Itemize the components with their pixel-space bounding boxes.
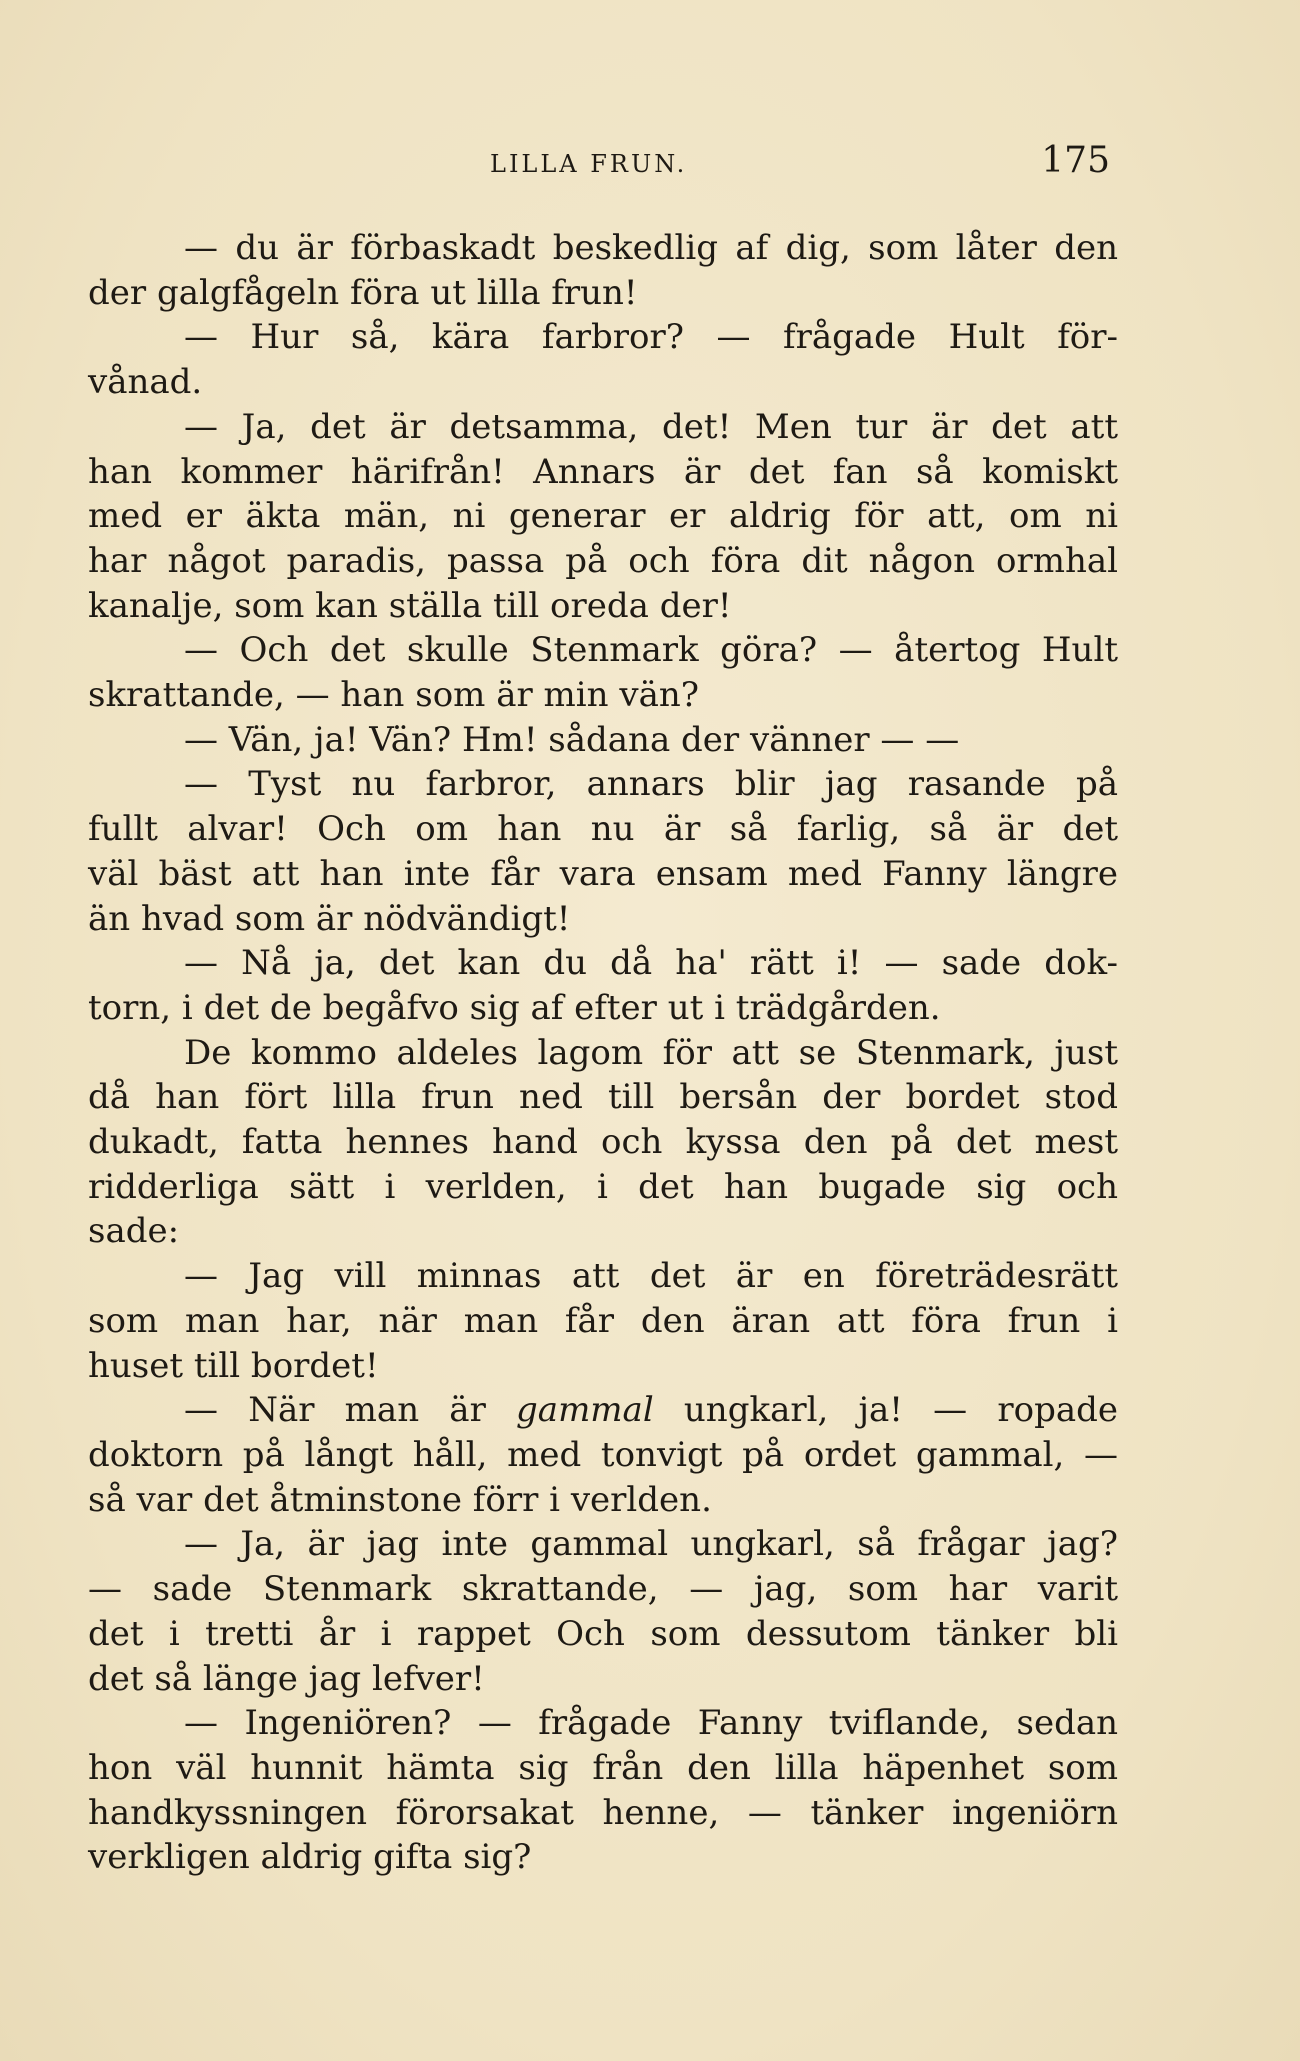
text-line: skrattande, — han som är min vän?: [88, 675, 699, 716]
text-line: — Ja, det är detsamma, det! Men tur är det att: [184, 406, 1118, 447]
text-line: — Och det skulle Stenmark göra? — återtog Hult: [184, 630, 1118, 671]
text-line: det i tretti år i rappet Och som dessutom tänker bli: [88, 1613, 1118, 1654]
text-line: med er äkta män, ni generar er aldrig för att, om ni: [88, 496, 1118, 537]
text-line: — Ingeniören? — frågade Fanny tviflande, sedan: [184, 1703, 1118, 1744]
text-line: der galgfågeln föra ut lilla frun!: [88, 272, 638, 313]
emphasized-word: gammal: [516, 1390, 654, 1431]
text-line: verkligen aldrig gifta sig?: [88, 1837, 532, 1878]
text-line: — Vän, ja! Vän? Hm! sådana der vänner — —: [184, 719, 960, 760]
page-number: 175: [1041, 140, 1110, 181]
text-line: kanalje, som kan ställa till oreda der!: [88, 585, 732, 626]
text-line: han kommer härifrån! Annars är det fan så komiskt: [88, 451, 1118, 492]
text-line: — sade Stenmark skrattande, — jag, som har varit: [88, 1569, 1118, 1610]
text-line: handkyssningen förorsakat henne, — tänker ingeniörn: [88, 1792, 1118, 1833]
text-line: ridderliga sätt i verlden, i det han bugade sig och: [88, 1166, 1118, 1207]
text-line: — Hur så, kära farbror? — frågade Hult för-: [184, 317, 1118, 358]
text-line: torn, i det de begåfvo sig af efter ut i trädgården.: [88, 987, 941, 1028]
text-line: fullt alvar! Och om han nu är så farlig, så är det: [88, 809, 1118, 850]
text-line: hon väl hunnit hämta sig från den lilla häpenhet som: [88, 1747, 1118, 1788]
text-line: väl bäst att han inte får vara ensam med Fanny längre: [88, 853, 1118, 894]
text-line: — du är förbaskadt beskedlig af dig, som låter den: [184, 228, 1118, 268]
text-line: sade:: [88, 1211, 180, 1252]
text-line: — Jag vill minnas att det är en företrädesrätt: [184, 1256, 1118, 1297]
text-line: — Ja, är jag inte gammal ungkarl, så frågar jag?: [184, 1524, 1118, 1565]
text-line: då han fört lilla frun ned till bersån der bordet stod: [88, 1077, 1118, 1118]
text-line: så var det åtminstone förr i verlden.: [88, 1479, 712, 1520]
body-text: [88, 226, 1118, 1880]
text-line: huset till bordet!: [88, 1345, 379, 1386]
text-line: har något paradis, passa på och föra dit någon ormhal: [88, 540, 1118, 581]
text-line: — När man är gammal ungkarl, ja! — ropade: [184, 1390, 1119, 1431]
text-line: — Nå ja, det kan du då ha' rätt i! — sade dok-: [184, 943, 1118, 984]
running-title: LILLA FRUN.: [490, 150, 688, 178]
text-line: vånad.: [88, 362, 203, 403]
text-line: — Tyst nu farbror, annars blir jag rasande på: [184, 764, 1118, 805]
text-line: doktorn på långt håll, med tonvigt på ordet gammal, —: [88, 1434, 1118, 1475]
text-line: dukadt, fatta hennes hand och kyssa den på det mest: [88, 1122, 1118, 1163]
text-line: De kommo aldeles lagom för att se Stenmark, just: [184, 1032, 1118, 1073]
page-header: [88, 140, 1118, 190]
text-line: än hvad som är nödvändigt!: [88, 898, 571, 939]
text-line: det så länge jag lefver!: [88, 1658, 485, 1699]
text-line: som man har, när man får den äran att föra frun i: [88, 1300, 1118, 1341]
